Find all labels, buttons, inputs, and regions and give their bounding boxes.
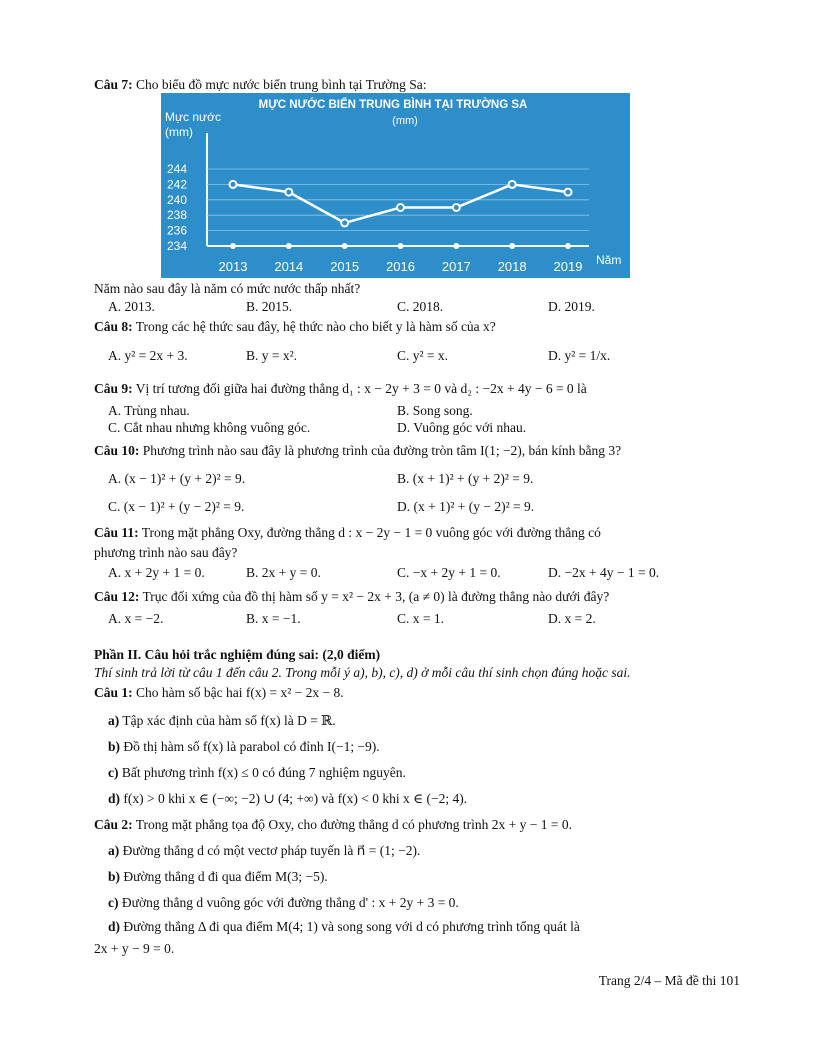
q11-option-b[interactable]: B. 2x + y = 0. [246, 565, 321, 580]
x-tick-label: 2015 [330, 259, 360, 274]
y-tick-label: 236 [167, 223, 188, 238]
data-point [341, 219, 348, 226]
q7-option-a[interactable]: A. 2013. [108, 299, 155, 314]
part2-instruction: Thí sinh trả lời từ câu 1 đến câu 2. Trong mỗi ý a), b), c), d) ở mỗi câu thí sinh chọn đúng hoặc sai. [94, 665, 631, 680]
q9-line [94, 380, 587, 398]
q8-option-a[interactable]: A. y² = 2x + 3. [108, 348, 188, 363]
data-point [285, 189, 292, 196]
q11-line [94, 524, 601, 542]
p2q1-item-d[interactable] [108, 790, 467, 808]
q12-label: Câu 12: [94, 589, 140, 604]
p2q1-item-c-text: Bất phương trình f(x) ≤ 0 có đúng 7 nghiệm nguyên. [118, 765, 406, 780]
p2q1-item-a-key: a) [108, 713, 120, 728]
q7-line [94, 76, 426, 94]
q7-after: Năm nào sau đây là năm có mức nước thấp nhất? [94, 281, 361, 296]
p2q1-item-c-key: c) [108, 765, 119, 780]
p2q2-item-b-text: Đường thẳng d đi qua điểm M(3; −5). [120, 869, 328, 884]
q9-option-c[interactable]: C. Cắt nhau nhưng không vuông góc. [108, 420, 311, 435]
x-tick-label: 2016 [386, 259, 415, 274]
q10-option-c[interactable]: C. (x − 1)² + (y − 2)² = 9. [108, 499, 245, 514]
chart-title: MỰC NƯỚC BIỂN TRUNG BÌNH TẠI TRƯỜNG SA [258, 99, 528, 111]
y-tick-label: 238 [167, 208, 188, 223]
q7-option-b[interactable]: B. 2015. [246, 299, 293, 314]
x-axis-dot [398, 243, 404, 249]
q10-option-b[interactable]: B. (x + 1)² + (y + 2)² = 9. [397, 471, 534, 486]
p2q2-item-d[interactable] [108, 918, 580, 936]
p2q1-item-a[interactable] [108, 712, 336, 730]
q9-option-a[interactable]: A. Trùng nhau. [108, 403, 190, 418]
data-point [453, 204, 460, 211]
x-tick-label: 2018 [497, 259, 527, 274]
q8-option-d[interactable]: D. y² = 1/x. [548, 348, 611, 363]
q11-option-d[interactable]: D. −2x + 4y − 1 = 0. [548, 565, 660, 580]
chart-title-unit: (mm) [392, 115, 418, 127]
p2q2-line [94, 816, 572, 834]
q12-option-a[interactable]: A. x = −2. [108, 611, 164, 626]
q9-option-d[interactable]: D. Vuông góc với nhau. [397, 420, 527, 435]
x-axis-dot [565, 243, 571, 249]
p2q2-item-b-key: b) [108, 869, 121, 884]
q9-text: Vị trí tương đối giữa hai đường thẳng d₁ : x − 2y + 3 = 0 và d₂ : −2x + 4y − 6 = 0 là [132, 381, 587, 396]
p2q1-item-d-key: d) [108, 791, 121, 806]
x-axis-dot [509, 243, 515, 249]
p2q2-item-a[interactable] [108, 842, 420, 860]
chart-ylabel: Mực nước (mm) [165, 110, 221, 139]
chart-xticks [219, 243, 583, 274]
data-point [397, 204, 404, 211]
q8-option-c[interactable]: C. y² = x. [397, 348, 449, 363]
x-axis-dot [342, 243, 348, 249]
data-point [509, 181, 516, 188]
p2q2-text: Trong mặt phẳng tọa độ Oxy, cho đường thẳng d có phương trình 2x + y − 1 = 0. [132, 817, 572, 832]
q9-label: Câu 9: [94, 381, 133, 396]
p2q2-label: Câu 2: [94, 817, 133, 832]
y-tick-label: 234 [167, 239, 188, 253]
data-point [230, 181, 237, 188]
q11-label: Câu 11: [94, 525, 139, 540]
y-tick-label: 244 [167, 162, 188, 176]
p2q1-item-d-text: f(x) > 0 khi x ∈ (−∞; −2) ∪ (4; +∞) và f(x) < 0 khi x ∈ (−2; 4). [120, 791, 468, 806]
p2q2-item-b[interactable] [108, 868, 328, 886]
chart-yticks [167, 162, 187, 253]
q7-text: Cho biểu đồ mực nước biển trung bình tại Trường Sa: [132, 77, 427, 92]
q10-text: Phương trình nào sau đây là phương trình của đường tròn tâm I(1; −2), bán kính bằng 3? [139, 443, 622, 458]
p2q2-item-a-text: Đường thẳng d có một vectơ pháp tuyến là n⃗ = (1; −2). [119, 843, 421, 858]
p2q1-label: Câu 1: [94, 685, 133, 700]
q7-option-c[interactable]: C. 2018. [397, 299, 444, 314]
chart-series [230, 181, 572, 227]
p2q1-line [94, 684, 344, 702]
page-footer: Trang 2/4 – Mã đề thi 101 [598, 973, 740, 988]
q11-text: Trong mặt phẳng Oxy, đường thẳng d : x − 2y − 1 = 0 vuông góc với đường thẳng có [138, 525, 601, 540]
p2q2-cont: 2x + y − 9 = 0. [94, 941, 175, 956]
x-tick-label: 2019 [553, 259, 583, 274]
chart-xlabel: Năm [596, 253, 622, 267]
p2q2-item-c[interactable] [108, 894, 459, 912]
q12-option-c[interactable]: C. x = 1. [397, 611, 444, 626]
x-axis-dot [230, 243, 236, 249]
chart-svg [161, 93, 630, 278]
p2q1-item-c[interactable] [108, 764, 406, 782]
q10-option-d[interactable]: D. (x + 1)² + (y − 2)² = 9. [397, 499, 535, 514]
data-point [565, 189, 572, 196]
p2q1-item-b-key: b) [108, 739, 121, 754]
p2q1-text: Cho hàm số bậc hai f(x) = x² − 2x − 8. [132, 685, 344, 700]
x-axis-dot [286, 243, 292, 249]
q10-line [94, 442, 621, 460]
q8-line [94, 318, 496, 336]
p2q2-item-d-text: Đường thẳng Δ đi qua điểm M(4; 1) và song song với d có phương trình tổng quát là [120, 919, 580, 934]
q9-option-b[interactable]: B. Song song. [397, 403, 473, 418]
y-tick-label: 240 [167, 192, 188, 207]
q12-option-b[interactable]: B. x = −1. [246, 611, 301, 626]
q10-label: Câu 10: [94, 443, 140, 458]
x-axis-dot [453, 243, 459, 249]
q12-option-d[interactable]: D. x = 2. [548, 611, 596, 626]
q7-option-d[interactable]: D. 2019. [548, 299, 595, 314]
p2q1-item-a-text: Tập xác định của hàm số f(x) là D = ℝ. [119, 713, 336, 728]
p2q2-item-c-text: Đường thẳng d vuông góc với đường thẳng d' : x + 2y + 3 = 0. [118, 895, 459, 910]
x-tick-label: 2017 [441, 259, 471, 274]
p2q1-item-b[interactable] [108, 738, 380, 756]
q7-label: Câu 7: [94, 77, 133, 92]
y-tick-label: 242 [167, 177, 188, 192]
q11-option-c[interactable]: C. −x + 2y + 1 = 0. [397, 565, 501, 580]
part2-title: Phần II. Câu hỏi trắc nghiệm đúng sai: (2,0 điểm) [94, 647, 381, 662]
x-tick-label: 2014 [274, 259, 304, 274]
q11-text2: phương trình nào sau đây? [94, 545, 238, 560]
q10-option-a[interactable]: A. (x − 1)² + (y + 2)² = 9. [108, 471, 246, 486]
p2q2-item-a-key: a) [108, 843, 120, 858]
p2q1-item-b-text: Đồ thị hàm số f(x) là parabol có đỉnh I(−1; −9). [120, 739, 380, 754]
q12-text: Trục đối xứng của đồ thị hàm số y = x² − 2x + 3, (a ≠ 0) là đường thẳng nào dưới đây? [139, 589, 610, 604]
q8-text: Trong các hệ thức sau đây, hệ thức nào cho biết y là hàm số của x? [132, 319, 496, 334]
q12-line [94, 588, 609, 606]
q8-label: Câu 8: [94, 319, 133, 334]
p2q2-item-d-key: d) [108, 919, 121, 934]
q11-option-a[interactable]: A. x + 2y + 1 = 0. [108, 565, 205, 580]
sea-level-chart [161, 93, 630, 278]
q8-option-b[interactable]: B. y = x². [246, 348, 298, 363]
x-tick-label: 2013 [218, 259, 248, 274]
p2q2-item-c-key: c) [108, 895, 119, 910]
